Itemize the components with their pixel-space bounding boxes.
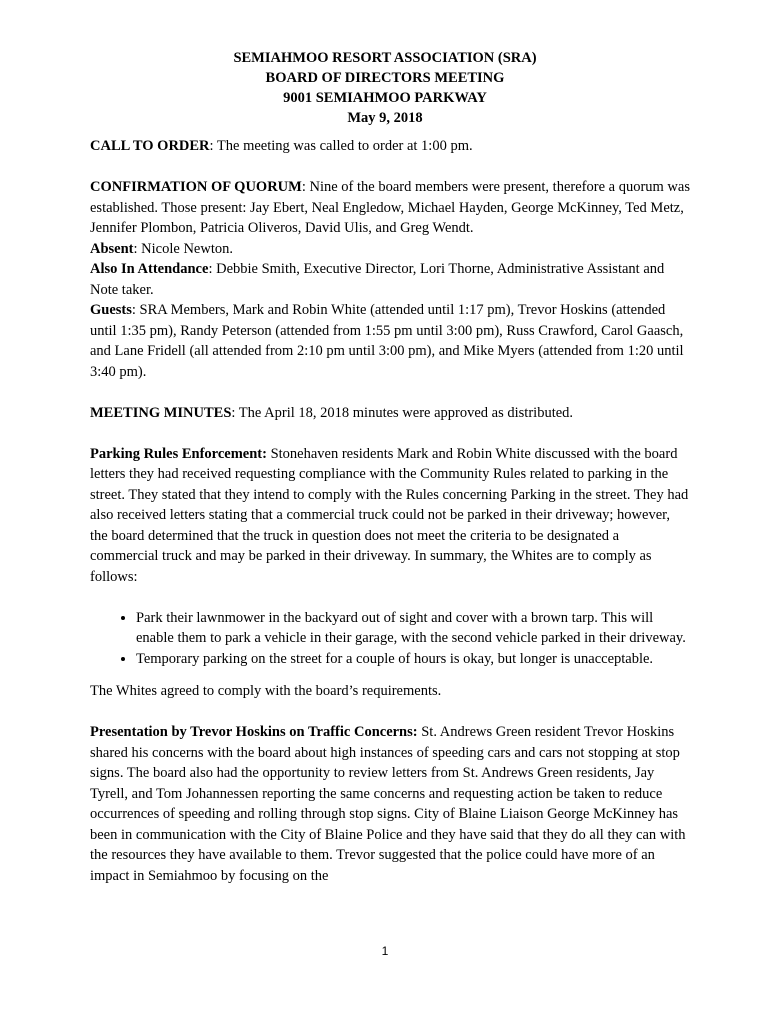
traffic-text: St. Andrews Green resident Trevor Hoskins shared his concerns with the board about high instances of speeding cars and cars not stopping at stop signs. The board also had the opportunity to review letters from St. Andrews Green residents, Jay Tyrell, and Tom Johannessen reporting the same concerns and requesting action be taken to reduce occurrences of speeding and rolling through stop signs. City of Blaine Liaison George McKinney has been in communication with the City of Blaine Police and they have said that they do all they can with the resources they have available to them. Trevor suggested that the police could have more of an impact in Semiahmoo by focusing on the [90,724,686,884]
quorum-label: CONFIRMATION OF QUORUM [90,179,302,195]
traffic-label: Presentation by Trevor Hoskins on Traffic Concerns: [90,724,418,740]
attendance-text: : Debbie Smith, Executive Director, Lori Thorne, Administrative Assistant and Note taker. [90,261,665,298]
document-header [0,48,770,128]
page-number: 1 [381,944,389,958]
attendance-paragraph [90,259,690,300]
guests-label: Guests [90,302,132,318]
minutes-text: : The April 18, 2018 minutes were approved as distributed. [231,404,574,421]
absent-text: : Nicole Newton. [133,240,233,257]
call-to-order-label: CALL TO ORDER [90,138,210,154]
parking-text: Stonehaven residents Mark and Robin White discussed with the board letters they had received requesting compliance with the Community Rules related to parking in the street. They stated that they intend to comply with the Rules concerning Parking in the street. They had also received letters stating that a commercial truck could not be parked in their driveway; however, the board determined that the truck in question does not meet the criteria to be designated a commercial truck and may be parked in their driveway. In summary, the Whites are to comply as follows: [90,445,689,585]
parking-closing: The Whites agreed to comply with the board’s requirements. [90,683,442,699]
guests-text: : SRA Members, Mark and Robin White (attended until 1:17 pm), Trevor Hoskins (attended until 1:35 pm), Randy Peterson (attended from 1:55 pm until 3:00 pm), Russ Crawford, Carol Gaasch, and Lane Fridell (all attended from 2:10 pm until 3:00 pm), and Mike Myers (attended from 1:20 until 3:40 pm). [90,302,684,380]
absent-label: Absent [90,240,134,257]
header-date: May 9, 2018 [347,110,423,126]
absent-paragraph [90,239,690,260]
guests-paragraph [90,300,690,382]
call-to-order-text: : The meeting was called to order at 1:00 pm. [209,138,473,154]
parking-bullet-list [90,608,690,670]
quorum-paragraph [90,177,690,239]
header-association-name: SEMIAHMOO RESORT ASSOCIATION (SRA) [233,50,537,66]
quorum-text: : Nine of the board members were present, therefore a quorum was established. Those present: Jay Ebert, Neal Engledow, Michael Hayden, George McKinney, Ted Metz, Jennifer Plombon, Patricia Oliveros, David Ulis, and Greg Wendt. [90,179,690,236]
document-body [90,136,690,886]
list-item: • Temporary parking on the street for a couple of hours is okay, but longer is unacceptable. [136,649,690,670]
header-meeting-type: BOARD OF DIRECTORS MEETING [265,70,505,86]
minutes-paragraph [90,403,690,424]
header-address: 9001 SEMIAHMOO PARKWAY [283,90,487,106]
parking-paragraph [90,444,690,588]
minutes-label: MEETING MINUTES [90,404,232,421]
call-to-order-paragraph [90,136,690,157]
parking-label: Parking Rules Enforcement: [90,445,267,462]
attendance-label: Also In Attendance [90,261,209,277]
traffic-paragraph [90,722,690,886]
list-item: • Park their lawnmower in the backyard out of sight and cover with a brown tarp. This will enable them to park a vehicle in their garage, with the second vehicle parked in their driveway. [136,608,690,649]
